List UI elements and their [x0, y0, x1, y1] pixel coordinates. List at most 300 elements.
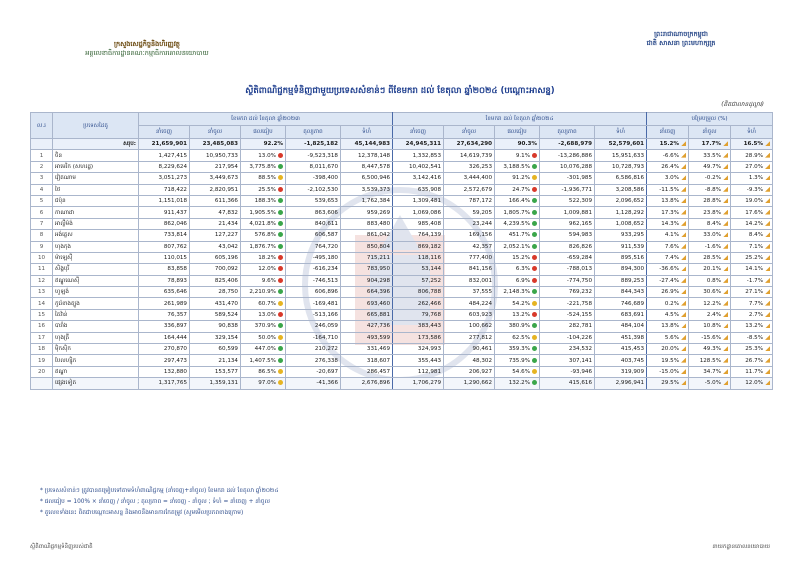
value-cell: 895,516: [595, 252, 647, 263]
trend-arrow-icon: [765, 141, 770, 146]
value-cell: 911,539: [595, 241, 647, 252]
value-cell: 594,983: [540, 230, 595, 241]
value-cell: 25.5%: [241, 184, 286, 195]
value-cell: 15,951,633: [595, 150, 647, 161]
value-cell: 7.7%: [731, 298, 773, 309]
value-cell: 27.0%: [731, 161, 773, 172]
trend-arrow-icon: [723, 141, 728, 146]
value-cell: 962,165: [540, 218, 595, 229]
value-cell: -13,286,886: [540, 150, 595, 161]
value-cell: 100,662: [444, 321, 495, 332]
country-name: ឥណ្ឌូណេស៊ី: [53, 275, 139, 286]
status-dot-icon: [532, 358, 537, 363]
value-cell: 844,343: [595, 287, 647, 298]
value-cell: 10.8%: [689, 321, 731, 332]
value-cell: 1,359,131: [190, 378, 241, 389]
unit-label: (គិតជាលានដុល្លារ): [721, 101, 764, 108]
value-cell: 18.2%: [241, 252, 286, 263]
country-name: ហូឡង់: [53, 287, 139, 298]
value-cell: 806,788: [393, 287, 444, 298]
trend-arrow-icon: [765, 244, 770, 249]
value-cell: 234,532: [540, 344, 595, 355]
value-cell: 9.6%: [241, 275, 286, 286]
value-cell: -104,226: [540, 332, 595, 343]
value-cell: 3,539,373: [341, 184, 393, 195]
value-cell: -788,013: [540, 264, 595, 275]
value-cell: 1,427,415: [139, 150, 190, 161]
table-row: [31, 150, 773, 161]
value-cell: 5.6%: [647, 332, 689, 343]
value-cell: 861,042: [341, 230, 393, 241]
value-cell: 318,607: [341, 355, 393, 366]
value-cell: 6,500,946: [341, 173, 393, 184]
value-cell: 6,586,816: [595, 173, 647, 184]
value-cell: -5.0%: [689, 378, 731, 389]
value-cell: 78,893: [139, 275, 190, 286]
value-cell: 52,579,601: [595, 139, 647, 150]
value-cell: 49.3%: [689, 344, 731, 355]
value-cell: 380.9%: [495, 321, 540, 332]
value-cell: 12.2%: [689, 298, 731, 309]
value-cell: 13.2%: [495, 309, 540, 320]
value-cell: -169,481: [286, 298, 341, 309]
value-cell: 484,104: [595, 321, 647, 332]
value-cell: 97.0%: [241, 378, 286, 389]
kingdom-header: [606, 30, 756, 48]
country-name: អាល្លឺម៉ង់: [53, 218, 139, 229]
col-balance: តុល្យភាព: [286, 126, 341, 139]
total-row: [31, 139, 773, 150]
value-cell: 12.0%: [731, 378, 773, 389]
table-row: [31, 298, 773, 309]
trend-arrow-icon: [765, 369, 770, 374]
value-cell: 23.8%: [689, 207, 731, 218]
trend-arrow-icon: [681, 301, 686, 306]
value-cell: 6.3%: [495, 264, 540, 275]
status-dot-icon: [532, 210, 537, 215]
table-row: [31, 230, 773, 241]
value-cell: 83,858: [139, 264, 190, 275]
value-cell: 431,470: [190, 298, 241, 309]
value-cell: 127,227: [190, 230, 241, 241]
value-cell: 7.1%: [731, 241, 773, 252]
value-cell: 19.0%: [731, 195, 773, 206]
value-cell: 270,870: [139, 344, 190, 355]
footer-right: នាយកដ្ឋានគោលនយោបាយ: [712, 544, 770, 550]
value-cell: 28.9%: [731, 150, 773, 161]
value-cell: 1,762,384: [341, 195, 393, 206]
value-cell: 2,572,679: [444, 184, 495, 195]
motto: ជាតិ សាសនា ព្រះមហាក្សត្រ: [646, 39, 716, 47]
trend-arrow-icon: [681, 221, 686, 226]
trend-arrow-icon: [723, 187, 728, 192]
trend-arrow-icon: [681, 358, 686, 363]
trend-arrow-icon: [723, 369, 728, 374]
value-cell: -301,985: [540, 173, 595, 184]
trend-arrow-icon: [681, 346, 686, 351]
value-cell: 37,555: [444, 287, 495, 298]
value-cell: 13.8%: [647, 195, 689, 206]
value-cell: 826,826: [540, 241, 595, 252]
value-cell: 42,357: [444, 241, 495, 252]
row-number: 15: [31, 309, 53, 320]
col-import: នាំចូល: [190, 126, 241, 139]
status-dot-icon: [532, 278, 537, 283]
value-cell: 57,252: [393, 275, 444, 286]
trend-arrow-icon: [723, 210, 728, 215]
trend-arrow-icon: [765, 187, 770, 192]
status-dot-icon: [278, 380, 283, 385]
value-cell: -1,936,771: [540, 184, 595, 195]
value-cell: 21,134: [190, 355, 241, 366]
value-cell: 539,653: [286, 195, 341, 206]
value-cell: 28.8%: [689, 195, 731, 206]
value-cell: 2,148.3%: [495, 287, 540, 298]
value-cell: 451.7%: [495, 230, 540, 241]
value-cell: -1.7%: [731, 275, 773, 286]
value-cell: 3,449,673: [190, 173, 241, 184]
value-cell: 415,616: [540, 378, 595, 389]
col-no: ល.រ: [31, 113, 53, 139]
value-cell: 110,015: [139, 252, 190, 263]
trend-arrow-icon: [681, 198, 686, 203]
value-cell: 188.3%: [241, 195, 286, 206]
table-row: [31, 161, 773, 172]
country-name: ម៉ិកស៊ិក: [53, 344, 139, 355]
status-dot-icon: [532, 380, 537, 385]
value-cell: 8.4%: [731, 230, 773, 241]
status-dot-icon: [278, 278, 283, 283]
status-dot-icon: [532, 255, 537, 260]
trend-arrow-icon: [723, 346, 728, 351]
value-cell: -15.0%: [647, 366, 689, 377]
value-cell: 383,443: [393, 321, 444, 332]
ministry-header: [62, 40, 232, 58]
value-cell: -8.8%: [689, 184, 731, 195]
value-cell: 832,001: [444, 275, 495, 286]
footnotes: [40, 486, 278, 519]
value-cell: 210,272: [286, 344, 341, 355]
value-cell: 14.3%: [647, 218, 689, 229]
value-cell: 700,092: [190, 264, 241, 275]
value-cell: 9.1%: [495, 150, 540, 161]
value-cell: -11.5%: [647, 184, 689, 195]
value-cell: 665,881: [341, 309, 393, 320]
value-cell: 783,950: [341, 264, 393, 275]
value-cell: 522,309: [540, 195, 595, 206]
table-row: [31, 207, 773, 218]
value-cell: 24.7%: [495, 184, 540, 195]
value-cell: 20.0%: [647, 344, 689, 355]
value-cell: 53,144: [393, 264, 444, 275]
status-dot-icon: [278, 323, 283, 328]
table-row: [31, 264, 773, 275]
value-cell: 246,059: [286, 321, 341, 332]
country-name: ថៃ: [53, 184, 139, 195]
value-cell: 603,923: [444, 309, 495, 320]
value-cell: -495,180: [286, 252, 341, 263]
col-export: នាំចេញ: [139, 126, 190, 139]
status-dot-icon: [278, 346, 283, 351]
footer-left: ស្ថិតិពាណិជ្ជកម្មទំនិញរបស់ជាតិ: [30, 544, 93, 550]
status-dot-icon: [278, 369, 283, 374]
row-number: 8: [31, 230, 53, 241]
row-number: [31, 378, 53, 389]
value-cell: 43,042: [190, 241, 241, 252]
trend-arrow-icon: [681, 289, 686, 294]
value-cell: 769,232: [540, 287, 595, 298]
value-cell: 17.6%: [731, 207, 773, 218]
col-import: នាំចូល: [689, 126, 731, 139]
value-cell: 23,485,083: [190, 139, 241, 150]
row-number: 10: [31, 252, 53, 263]
trend-arrow-icon: [723, 380, 728, 385]
value-cell: 166.4%: [495, 195, 540, 206]
value-cell: 3,444,400: [444, 173, 495, 184]
value-cell: 262,466: [393, 298, 444, 309]
value-cell: 3,051,273: [139, 173, 190, 184]
row-number: 14: [31, 298, 53, 309]
table-row: [31, 344, 773, 355]
col-import: នាំចូល: [444, 126, 495, 139]
table-row: [31, 195, 773, 206]
row-number: 12: [31, 275, 53, 286]
trend-arrow-icon: [681, 153, 686, 158]
value-cell: 153,577: [190, 366, 241, 377]
value-cell: 76,357: [139, 309, 190, 320]
value-cell: 50.0%: [241, 332, 286, 343]
value-cell: 664,396: [341, 287, 393, 298]
value-cell: 112,981: [393, 366, 444, 377]
trend-arrow-icon: [723, 244, 728, 249]
kingdom-name: ព្រះរាជាណាចក្រកម្ពុជា: [654, 30, 708, 38]
col-ratio: ផលធៀប: [241, 126, 286, 139]
value-cell: 2,096,652: [595, 195, 647, 206]
status-dot-icon: [278, 187, 283, 192]
trend-arrow-icon: [723, 255, 728, 260]
status-dot-icon: [278, 289, 283, 294]
value-cell: 863,606: [286, 207, 341, 218]
value-cell: 3,208,586: [595, 184, 647, 195]
value-cell: 869,182: [393, 241, 444, 252]
trend-arrow-icon: [681, 187, 686, 192]
value-cell: 985,408: [393, 218, 444, 229]
value-cell: 128.5%: [689, 355, 731, 366]
value-cell: 34.7%: [689, 366, 731, 377]
value-cell: 45,144,983: [341, 139, 393, 150]
trend-arrow-icon: [765, 346, 770, 351]
row-number: 1: [31, 150, 53, 161]
note-line: * ប្រទេសសំខាន់ៗ ត្រូវបានតម្រៀបទៅតាមទំហំពាណិជ្ជកម្ម (នាំចេញ+នាំចូល) ខែមករា ដល់ ខែតុលា ឆ្នាំ២០២៤: [40, 488, 279, 494]
trend-arrow-icon: [765, 289, 770, 294]
trend-arrow-icon: [723, 153, 728, 158]
value-cell: 277,812: [444, 332, 495, 343]
value-cell: 1,009,881: [540, 207, 595, 218]
table-row: [31, 275, 773, 286]
col-total: ទំហំ: [341, 126, 393, 139]
value-cell: 26.4%: [647, 161, 689, 172]
country-name: កូរ៉េខាងត្បូង: [53, 298, 139, 309]
value-cell: 49.7%: [689, 161, 731, 172]
value-cell: 1,151,018: [139, 195, 190, 206]
value-cell: -0.2%: [689, 173, 731, 184]
value-cell: -659,284: [540, 252, 595, 263]
value-cell: 8.4%: [689, 218, 731, 229]
row-number: 18: [31, 344, 53, 355]
trend-arrow-icon: [765, 312, 770, 317]
table-row: [31, 241, 773, 252]
value-cell: 718,422: [139, 184, 190, 195]
trend-arrow-icon: [723, 358, 728, 363]
value-cell: 23,244: [444, 218, 495, 229]
value-cell: 733,814: [139, 230, 190, 241]
col-export: នាំចេញ: [647, 126, 689, 139]
trend-arrow-icon: [765, 164, 770, 169]
trend-arrow-icon: [723, 221, 728, 226]
value-cell: 3,775.8%: [241, 161, 286, 172]
value-cell: -746,513: [286, 275, 341, 286]
value-cell: -41,366: [286, 378, 341, 389]
trend-arrow-icon: [765, 153, 770, 158]
value-cell: 329,154: [190, 332, 241, 343]
value-cell: -27.4%: [647, 275, 689, 286]
status-dot-icon: [532, 323, 537, 328]
country-name: ហុងកុង: [53, 241, 139, 252]
value-cell: 90.3%: [495, 139, 540, 150]
value-cell: 777,400: [444, 252, 495, 263]
value-cell: 27.1%: [731, 287, 773, 298]
trend-arrow-icon: [681, 210, 686, 215]
value-cell: 307,141: [540, 355, 595, 366]
value-cell: 576.8%: [241, 230, 286, 241]
value-cell: 862,046: [139, 218, 190, 229]
value-cell: 4,239.5%: [495, 218, 540, 229]
row-number: 17: [31, 332, 53, 343]
trend-arrow-icon: [723, 301, 728, 306]
value-cell: 132.2%: [495, 378, 540, 389]
status-dot-icon: [278, 335, 283, 340]
value-cell: 451,398: [595, 332, 647, 343]
value-cell: 29.5%: [647, 378, 689, 389]
value-cell: 15.2%: [495, 252, 540, 263]
value-cell: 911,437: [139, 207, 190, 218]
col-country: ប្រទេសដៃគូ: [53, 113, 139, 139]
value-cell: 1.3%: [731, 173, 773, 184]
status-dot-icon: [278, 301, 283, 306]
value-cell: 3,142,416: [393, 173, 444, 184]
value-cell: 8,011,670: [286, 161, 341, 172]
value-cell: 79,768: [393, 309, 444, 320]
table-row: [31, 173, 773, 184]
value-cell: 787,172: [444, 195, 495, 206]
row-number: 4: [31, 184, 53, 195]
value-cell: 10,402,541: [393, 161, 444, 172]
trend-arrow-icon: [681, 175, 686, 180]
value-cell: 2,052.1%: [495, 241, 540, 252]
status-dot-icon: [532, 153, 537, 158]
value-cell: 1,008,652: [595, 218, 647, 229]
value-cell: 86.5%: [241, 366, 286, 377]
value-cell: 26.9%: [647, 287, 689, 298]
value-cell: 6.9%: [495, 275, 540, 286]
value-cell: 47,832: [190, 207, 241, 218]
value-cell: 276,338: [286, 355, 341, 366]
value-cell: -15.6%: [689, 332, 731, 343]
trend-arrow-icon: [723, 312, 728, 317]
value-cell: 1,290,662: [444, 378, 495, 389]
value-cell: -2,102,530: [286, 184, 341, 195]
value-cell: 2.7%: [731, 309, 773, 320]
value-cell: 17.7%: [689, 139, 731, 150]
value-cell: -8.5%: [731, 332, 773, 343]
value-cell: 355,443: [393, 355, 444, 366]
status-dot-icon: [278, 358, 283, 363]
value-cell: 764,720: [286, 241, 341, 252]
value-cell: -616,234: [286, 264, 341, 275]
value-cell: 13.2%: [731, 321, 773, 332]
value-cell: 173,586: [393, 332, 444, 343]
trend-arrow-icon: [765, 210, 770, 215]
row-number: 16: [31, 321, 53, 332]
status-dot-icon: [278, 198, 283, 203]
col-period-2024: ខែមករា ដល់ ខែតុលា ឆ្នាំ២០២៤: [393, 113, 647, 126]
row-number: 13: [31, 287, 53, 298]
value-cell: -2,688,979: [540, 139, 595, 150]
value-cell: 1,317,765: [139, 378, 190, 389]
country-name: បែលហ្ស៊ិក: [53, 355, 139, 366]
trend-arrow-icon: [765, 278, 770, 283]
trend-arrow-icon: [681, 369, 686, 374]
value-cell: 11.7%: [731, 366, 773, 377]
status-dot-icon: [278, 255, 283, 260]
trend-arrow-icon: [723, 278, 728, 283]
value-cell: 825,406: [190, 275, 241, 286]
value-cell: 60.7%: [241, 298, 286, 309]
country-name: សិង្ហបុរី: [53, 264, 139, 275]
row-number: 19: [31, 355, 53, 366]
value-cell: 1,805.7%: [495, 207, 540, 218]
table-row: [31, 184, 773, 195]
value-cell: 605,196: [190, 252, 241, 263]
value-cell: -774,750: [540, 275, 595, 286]
value-cell: 19.5%: [647, 355, 689, 366]
value-cell: 4,021.8%: [241, 218, 286, 229]
value-cell: 1,905.5%: [241, 207, 286, 218]
value-cell: 90,461: [444, 344, 495, 355]
value-cell: 403,745: [595, 355, 647, 366]
value-cell: 26.7%: [731, 355, 773, 366]
status-dot-icon: [278, 266, 283, 271]
status-dot-icon: [278, 153, 283, 158]
value-cell: -1,825,182: [286, 139, 341, 150]
value-cell: 589,524: [190, 309, 241, 320]
row-number: 7: [31, 218, 53, 229]
value-cell: 217,954: [190, 161, 241, 172]
value-cell: 28.5%: [689, 252, 731, 263]
value-cell: 10,950,733: [190, 150, 241, 161]
value-cell: 10,728,793: [595, 161, 647, 172]
trend-arrow-icon: [681, 255, 686, 260]
country-name: វៀតណាម: [53, 173, 139, 184]
status-dot-icon: [532, 198, 537, 203]
value-cell: 4.5%: [647, 309, 689, 320]
value-cell: 683,691: [595, 309, 647, 320]
status-dot-icon: [532, 335, 537, 340]
trend-arrow-icon: [681, 232, 686, 237]
value-cell: -6.6%: [647, 150, 689, 161]
table-row: [31, 355, 773, 366]
value-cell: 1,069,086: [393, 207, 444, 218]
